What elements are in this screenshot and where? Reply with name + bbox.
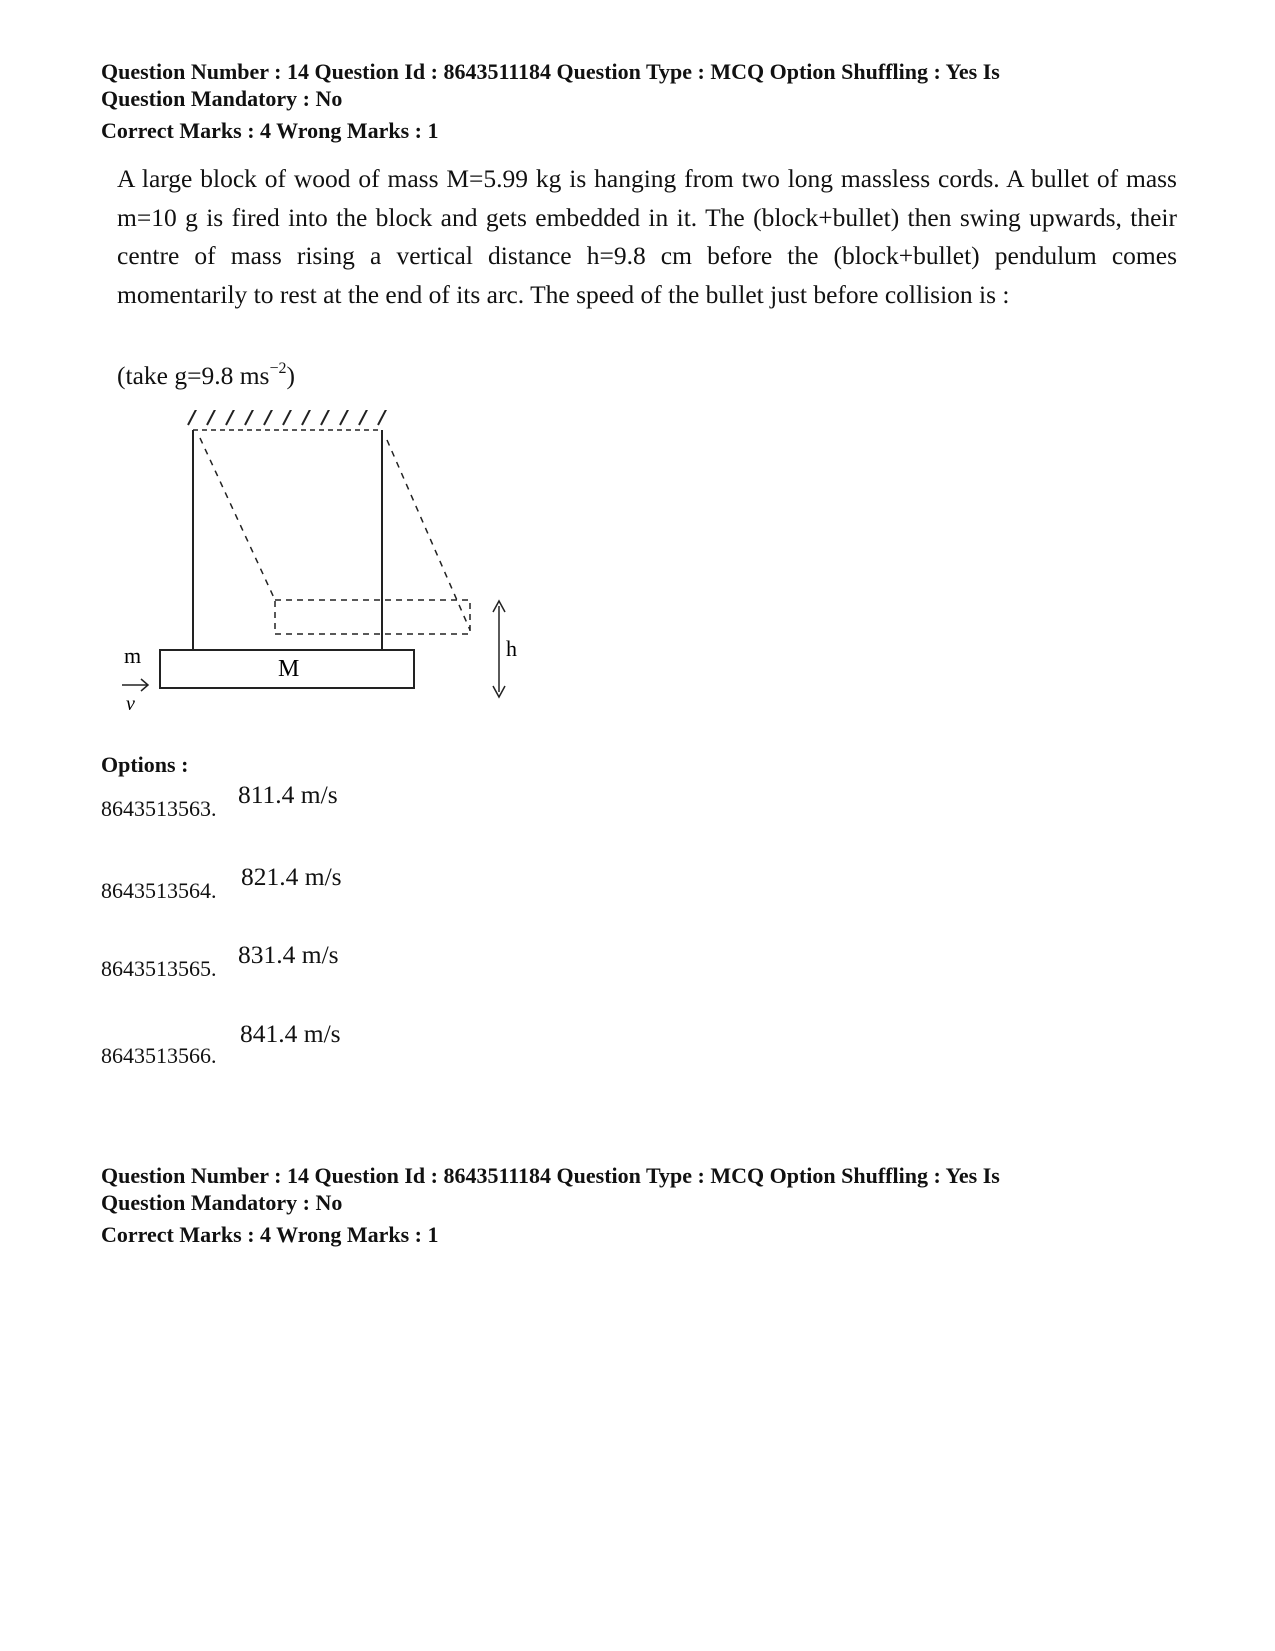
question-meta-header [101, 58, 1000, 144]
gravity-note [117, 360, 295, 391]
displaced-left-cord [200, 438, 275, 600]
question-meta-header [101, 1162, 1000, 1248]
question-marks-line: Correct Marks : 4 Wrong Marks : 1 [101, 1222, 439, 1247]
gravity-note-prefix: (take g=9.8 ms [117, 361, 270, 390]
options-label: Options : [101, 752, 189, 777]
displaced-right-cord [387, 440, 470, 630]
ceiling-hatch [188, 410, 400, 425]
displaced-block [275, 600, 470, 634]
question-marks-line: Correct Marks : 4 Wrong Marks : 1 [101, 118, 439, 143]
block-mass-label: M [278, 656, 300, 682]
option-id: 8643513564. [101, 878, 217, 903]
question-meta-line2: Question Mandatory : No [101, 1190, 343, 1215]
question-text: A large block of wood of mass M=5.99 kg is hanging from two long massless cords. A bullet of mass m=10 g is fired into the block and gets embedded in it. The (block+bullet) then swing upwards, their centre of mass rising a vertical distance h=9.8 cm before the (block+bullet) pendulum comes momentarily to rest at the end of its arc. The speed of the bullet just before collision is : [117, 164, 1177, 309]
option-value: 841.4 m/s [240, 1019, 341, 1048]
question-meta-line1: Question Number : 14 Question Id : 8643511184 Question Type : MCQ Option Shuffling : Yes Is [101, 59, 1000, 84]
pendulum-diagram [110, 410, 540, 740]
option-id: 8643513563. [101, 796, 217, 821]
option-id: 8643513566. [101, 1043, 217, 1068]
velocity-label: v [126, 693, 135, 715]
height-label: h [506, 636, 517, 661]
option-value: 821.4 m/s [241, 862, 342, 891]
option-value: 811.4 m/s [238, 780, 338, 809]
gravity-note-exponent: −2 [269, 360, 287, 377]
gravity-note-suffix: ) [286, 361, 296, 390]
option-value: 831.4 m/s [238, 940, 339, 969]
question-meta-line2: Question Mandatory : No [101, 86, 343, 111]
option-id: 8643513565. [101, 956, 217, 981]
bullet-mass-label: m [124, 643, 142, 668]
question-meta-line1: Question Number : 14 Question Id : 8643511184 Question Type : MCQ Option Shuffling : Yes Is [101, 1163, 1000, 1188]
